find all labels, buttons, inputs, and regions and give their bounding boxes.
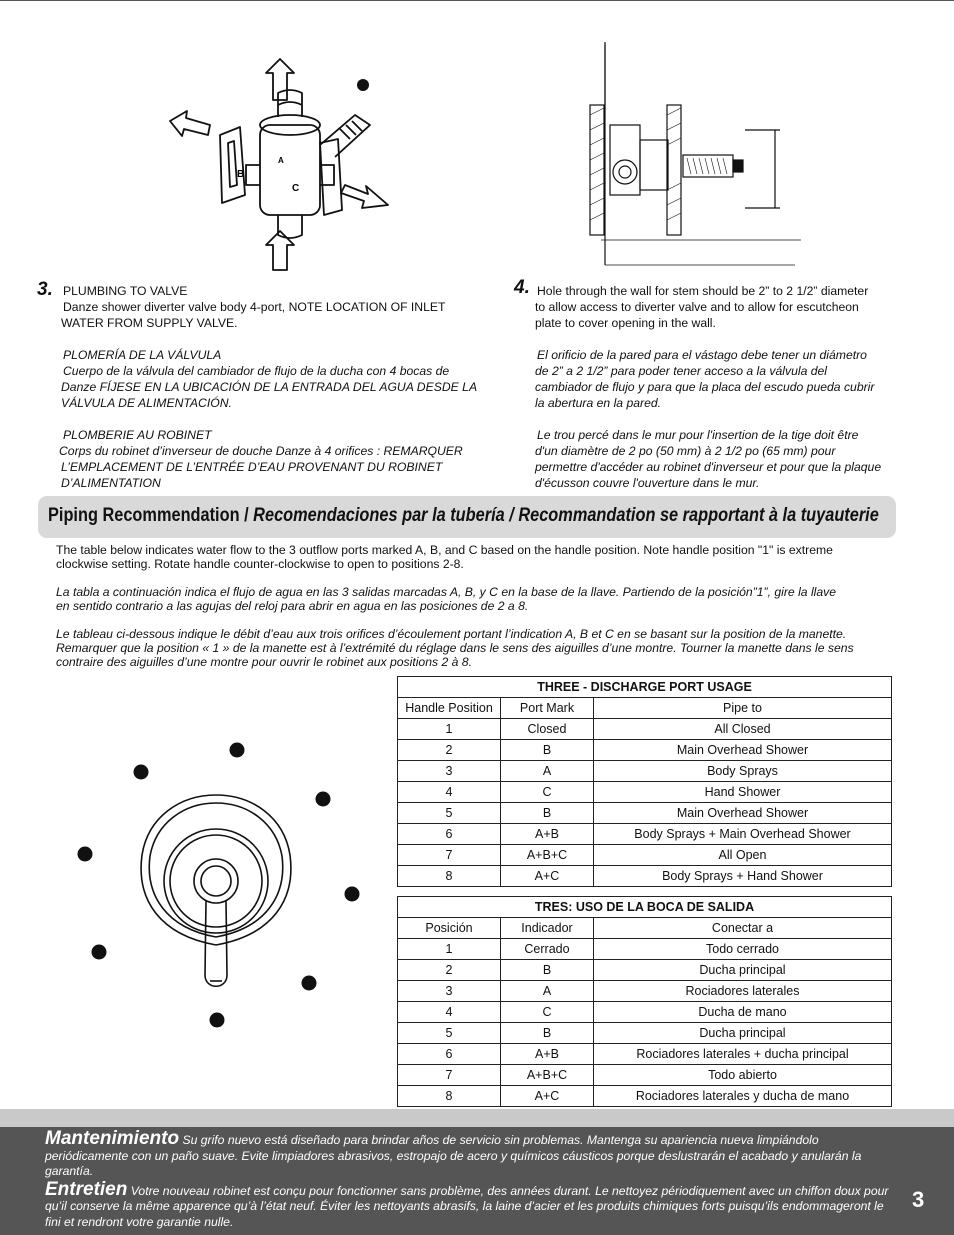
table-cell: Ducha principal [594, 1023, 892, 1044]
table-row [398, 1044, 892, 1065]
step-3-en-line: WATER FROM SUPPLY VALVE. [61, 316, 238, 330]
table-cell: All Open [594, 845, 892, 866]
table-cell: A+B [501, 824, 594, 845]
table-cell: Main Overhead Shower [594, 740, 892, 761]
port-usage-table-en [397, 676, 892, 887]
table-cell: 7 [398, 845, 501, 866]
step-4-es-line: de 2” a 2 1/2” para poder tener acceso a la válvula del [535, 364, 828, 378]
table-row [398, 824, 892, 845]
table-cell: Rociadores laterales [594, 981, 892, 1002]
arrow-right-icon [341, 185, 388, 208]
table-row [398, 845, 892, 866]
table-cell: C [501, 1002, 594, 1023]
table-cell: 2 [398, 960, 501, 981]
maintenance-heading-fr: Entretien [45, 1178, 128, 1200]
valve-label-c: C [292, 183, 300, 194]
table-row [398, 1023, 892, 1044]
table-row [398, 740, 892, 761]
section-title-translations: Recomendaciones par la tubería / Recommandation se rapportant à la tuyauterie [253, 505, 879, 526]
page-number: 3 [912, 1187, 925, 1212]
intro-fr-line: Le tableau ci-dessous indique le débit d’eau aux trois orifices d’écoulement portant l’indication A, B et C en se basant sur la position de la manette. [56, 627, 847, 641]
step-3-es-line: Danze FÍJESE EN LA UBICACIÓN DE LA ENTRADA DEL AGUA DESDE LA [61, 380, 478, 394]
table-cell: Ducha principal [594, 960, 892, 981]
footer-band [0, 1109, 954, 1127]
table-cell: 3 [398, 981, 501, 1002]
step-3-es-line: VÁLVULA DE ALIMENTACIÓN. [61, 396, 232, 410]
table-cell: A+B+C [501, 1065, 594, 1086]
table-cell: Closed [501, 719, 594, 740]
column-header: Port Mark [501, 698, 594, 719]
table-cell: Body Sprays + Hand Shower [594, 866, 892, 887]
wall-section-illustration [565, 40, 815, 270]
section-title [48, 505, 879, 527]
step-3-fr-line: Corps du robinet d’inverseur de douche Danze à 4 orifices : REMARQUER [59, 444, 463, 458]
table-cell: B [501, 803, 594, 824]
valve-label-b: B [237, 169, 245, 180]
intro-fr [56, 627, 896, 669]
table-cell: Cerrado [501, 939, 594, 960]
column-header: Indicador [501, 918, 594, 939]
position-dot [210, 1013, 225, 1028]
table-row [398, 761, 892, 782]
valve-label-a: A [278, 156, 284, 165]
top-rule [0, 0, 954, 1]
step-4-es-line: cambiador de flujo y para que la placa del escudo pueda cubrir [535, 380, 875, 394]
table-cell: 8 [398, 1086, 501, 1107]
position-dot [92, 945, 107, 960]
maintenance-footer [0, 1127, 954, 1235]
port-usage-table-es [397, 896, 892, 1107]
valve-body-illustration [160, 55, 400, 280]
position-dot [230, 743, 245, 758]
intro-es-line: en sentido contrario a las agujas del reloj para abrir en agua en las posiciones de 2 a 8. [56, 599, 529, 613]
step-4-es-line: la abertura en la pared. [535, 396, 662, 410]
table-cell: All Closed [594, 719, 892, 740]
table-cell: Main Overhead Shower [594, 803, 892, 824]
table-cell: Rociadores laterales y ducha de mano [594, 1086, 892, 1107]
column-header: Posición [398, 918, 501, 939]
step-4-text [535, 283, 915, 491]
table-row [398, 1002, 892, 1023]
step-4-es-line: El orificio de la pared para el vástago debe tener un diámetro [537, 348, 867, 362]
maintenance-body-es: Su grifo nuevo está diseñado para brindar años de servicio sin problemas. Mantenga su apariencia nueva limpiándolo periódicamente con un paño suave. Evite limpiadores abrasivos, estropajo de acero y químicos cáusticos porque deslustrarán el acabado y anularán la garantía. [45, 1133, 862, 1178]
maintenance-fr [45, 1178, 895, 1231]
table-row [398, 960, 892, 981]
table-cell: B [501, 960, 594, 981]
table-cell: Ducha de mano [594, 1002, 892, 1023]
table-cell: 8 [398, 866, 501, 887]
section-banner [38, 496, 896, 538]
intro-es-line: La tabla a continuación indica el flujo de agua en las 3 salidas marcadas A, B, y C en la base de la llave. Partiendo de la posición”1”, gire la llave [56, 585, 837, 599]
step-4-number: 4. [514, 277, 530, 298]
table-row [398, 803, 892, 824]
intro-en [56, 543, 896, 571]
table-row [398, 719, 892, 740]
table-cell: 6 [398, 824, 501, 845]
step-4-fr-line: d'un diamètre de 2 po (50 mm) à 2 1/2 po (65 mm) pour [535, 444, 836, 458]
position-dot [78, 847, 93, 862]
arrow-left-icon [170, 111, 210, 136]
table-cell: B [501, 740, 594, 761]
intro-text [56, 543, 896, 683]
position-dot [345, 887, 360, 902]
table-cell: 6 [398, 1044, 501, 1065]
column-header: Handle Position [398, 698, 501, 719]
table-cell: C [501, 782, 594, 803]
table-cell: 1 [398, 719, 501, 740]
step-4-fr-line: permettre d'accéder au robinet d'inverseur et pour que la plaque [535, 460, 882, 474]
step-4-en-line: to allow access to diverter valve and to allow for escutcheon [535, 300, 859, 314]
table-cell: A [501, 981, 594, 1002]
intro-en-line: The table below indicates water flow to the 3 outflow ports marked A, B, and C based on the handle position. Note handle position "1" is extreme [56, 543, 833, 557]
table-cell: 5 [398, 803, 501, 824]
table-cell: 4 [398, 1002, 501, 1023]
table-cell: 1 [398, 939, 501, 960]
step-3-fr-title: PLOMBERIE AU ROBINET [63, 428, 212, 442]
table-cell: A+B [501, 1044, 594, 1065]
table-cell: A+C [501, 866, 594, 887]
table-cell: 7 [398, 1065, 501, 1086]
table-cell: 5 [398, 1023, 501, 1044]
step-4-fr-line: d'écusson couvre l'ouverture dans le mur. [535, 476, 760, 490]
table-cell: 3 [398, 761, 501, 782]
table-cell: Todo abierto [594, 1065, 892, 1086]
table-cell: A+C [501, 1086, 594, 1107]
step-3-fr-line: L’EMPLACEMENT DE L’ENTRÉE D’EAU PROVENANT DU ROBINET [61, 460, 443, 474]
table-title: THREE - DISCHARGE PORT USAGE [398, 677, 892, 698]
step-3-number: 3. [37, 279, 53, 300]
intro-es [56, 585, 896, 613]
table-row [398, 782, 892, 803]
maintenance-text [45, 1128, 895, 1230]
table-row [398, 981, 892, 1002]
table-cell: Body Sprays + Main Overhead Shower [594, 824, 892, 845]
table-cell: Rociadores laterales + ducha principal [594, 1044, 892, 1065]
table-row [398, 1065, 892, 1086]
step-3-en-line: Danze shower diverter valve body 4-port, NOTE LOCATION OF INLET [63, 300, 446, 314]
step-4-fr-line: Le trou percé dans le mur pour l'insertion de la tige doit être [537, 428, 859, 442]
step-3-fr-line: D’ALIMENTATION [61, 476, 161, 490]
maintenance-es [45, 1128, 895, 1180]
step-3-es-line: Cuerpo de la válvula del cambiador de flujo de la ducha con 4 bocas de [63, 364, 450, 378]
table-row [398, 939, 892, 960]
table-cell: B [501, 1023, 594, 1044]
step-3-en-title: PLUMBING TO VALVE [63, 284, 188, 298]
step-4-en-line: plate to cover opening in the wall. [535, 316, 716, 330]
table-cell: Hand Shower [594, 782, 892, 803]
handle-escutcheon-illustration [70, 735, 370, 1035]
step-4-en-line: Hole through the wall for stem should be 2” to 2 1/2” diameter [537, 284, 869, 298]
table-cell: A+B+C [501, 845, 594, 866]
position-dot [316, 792, 331, 807]
position-dot [302, 976, 317, 991]
column-header: Conectar a [594, 918, 892, 939]
column-header: Pipe to [594, 698, 892, 719]
position-dot [134, 765, 149, 780]
table-cell: 2 [398, 740, 501, 761]
maintenance-body-fr: Votre nouveau robinet est conçu pour fonctionner sans problème, des années durant. Le nettoyez périodiquement avec un chiffon doux pour qu’il conserve la même apparence qu’à l’état neuf. Éviter les nettoyants abrasifs, la laine d’acier et les produits chimiques forts puisqu’ils endommageront le fini et rendront votre garantie nulle. [45, 1183, 889, 1229]
intro-en-line: clockwise setting. Rotate handle counter-clockwise to open to positions 2-8. [56, 557, 464, 571]
section-title-en: Piping Recommendation / [48, 505, 254, 526]
intro-fr-line: contraire des aiguilles d’une montre pour ouvrir le robinet aux positions 2 à 8. [56, 655, 472, 669]
table-header-row [398, 918, 892, 939]
intro-fr-line: Remarquer que la position « 1 » de la manette est à l’extrémité du réglage dans le sens des aiguilles d’une montre. Tourner la manette dans le sens [56, 641, 854, 655]
table-cell: A [501, 761, 594, 782]
table-row [398, 1086, 892, 1107]
table-cell: 4 [398, 782, 501, 803]
table-cell: Body Sprays [594, 761, 892, 782]
step-3-es-title: PLOMERÍA DE LA VÁLVULA [63, 348, 222, 362]
step-3-text [61, 283, 491, 491]
table-title: TRES: USO DE LA BOCA DE SALIDA [398, 897, 892, 918]
arrow-up-icon [266, 59, 294, 100]
maintenance-heading-es: Mantenimiento [45, 1128, 180, 1149]
table-header-row [398, 698, 892, 719]
table-cell: Todo cerrado [594, 939, 892, 960]
table-row [398, 866, 892, 887]
